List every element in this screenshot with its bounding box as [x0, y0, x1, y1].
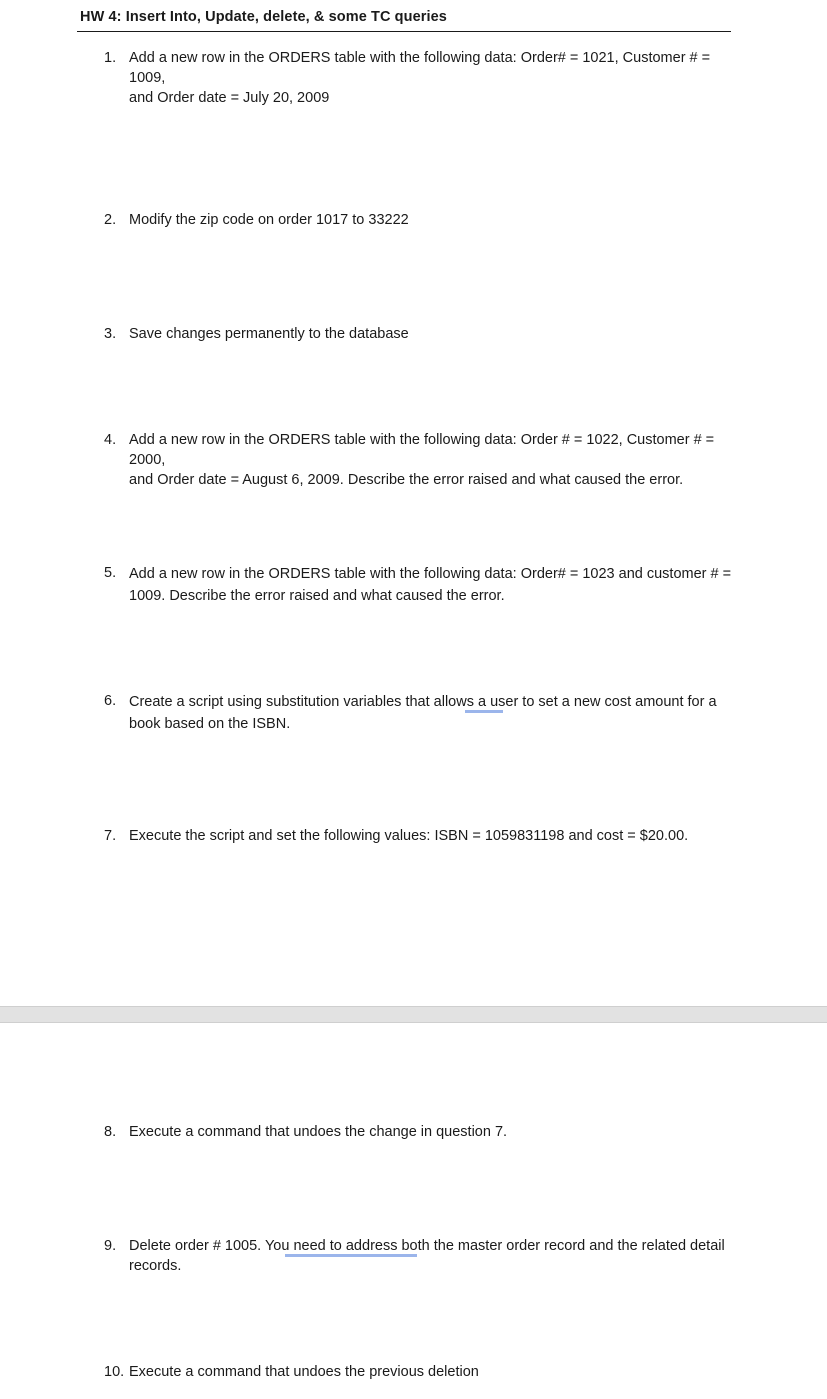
question-number: 7. — [104, 828, 117, 844]
question-number: 6. — [104, 693, 117, 709]
question-text-line: and Order date = July 20, 2009 — [129, 90, 330, 106]
page-break — [0, 1006, 827, 1023]
question-5 — [104, 563, 744, 607]
question-3 — [104, 324, 744, 344]
question-text-line: Add a new row in the ORDERS table with the following data: Order# = 1023 and customer # = — [129, 566, 732, 582]
grammar-squiggle — [465, 710, 503, 713]
question-text-line: Modify the zip code on order 1017 to 33222 — [129, 212, 409, 228]
question-text-line: Create a script using substitution variables that allows a user to set a new cost amount for a — [129, 694, 717, 710]
question-4 — [104, 430, 744, 490]
question-9 — [104, 1236, 744, 1276]
title-underline — [77, 31, 731, 32]
question-text-line: Save changes permanently to the database — [129, 326, 409, 342]
question-8 — [104, 1122, 744, 1142]
question-text-line: Add a new row in the ORDERS table with the following data: Order# = 1021, Customer # = 1009, — [129, 50, 711, 86]
question-number: 4. — [104, 432, 117, 448]
question-text-line: Add a new row in the ORDERS table with the following data: Order # = 1022, Customer # = 2000, — [129, 432, 715, 468]
question-text-line: Execute the script and set the following values: ISBN = 1059831198 and cost = $20.00. — [129, 828, 689, 844]
question-10 — [104, 1362, 744, 1382]
question-text-line: records. — [129, 1258, 182, 1274]
question-2 — [104, 210, 744, 230]
question-number: 2. — [104, 212, 117, 228]
question-text-line: book based on the ISBN. — [129, 716, 291, 732]
question-text-line: 1009. Describe the error raised and what caused the error. — [129, 588, 505, 604]
question-text-line: Execute a command that undoes the change in question 7. — [129, 1124, 508, 1140]
question-1 — [104, 48, 744, 108]
question-number: 8. — [104, 1124, 117, 1140]
question-number: 1. — [104, 50, 117, 66]
question-7 — [104, 826, 744, 846]
question-6 — [104, 691, 744, 735]
question-number: 3. — [104, 326, 117, 342]
question-text-line: Execute a command that undoes the previous deletion — [129, 1364, 479, 1380]
question-text-line: and Order date = August 6, 2009. Describe the error raised and what caused the error. — [129, 472, 684, 488]
question-number: 5. — [104, 565, 117, 581]
question-number: 9. — [104, 1238, 117, 1254]
page-title: HW 4: Insert Into, Update, delete, & some TC queries — [80, 9, 447, 25]
question-text-line: Delete order # 1005. You need to address both the master order record and the related detail — [129, 1238, 725, 1254]
grammar-squiggle — [285, 1254, 417, 1257]
question-number: 10. — [104, 1364, 125, 1380]
